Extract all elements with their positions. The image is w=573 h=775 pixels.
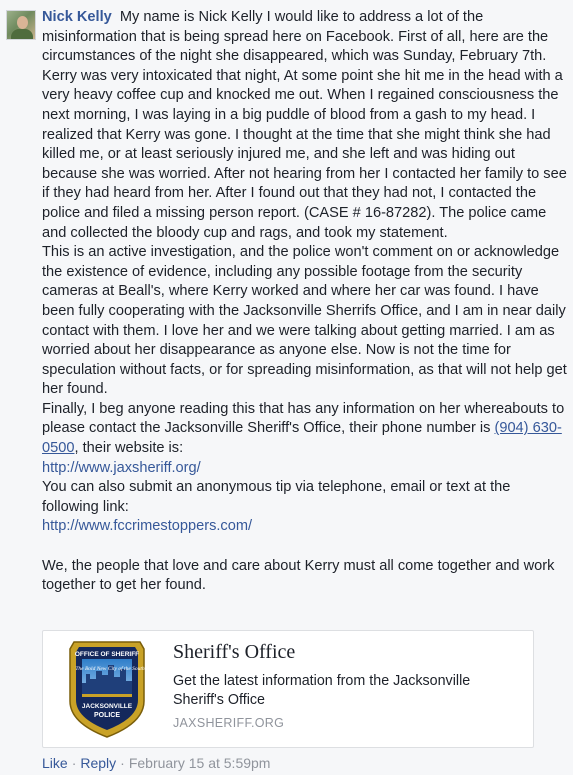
- comment-paragraph-2: This is an active investigation, and the police won't comment on or acknowledge the existence of evidence, including any possible footage from the security cameras at Beall's, where Kerry worked and where her car was found. I have been fully cooperating with the Jacksonville Sherrifs Office, and I am in near daily contact with them. I love her and we were talking about getting married. I am as worried about her disappearance as anyone else. Now is not the time for speculation without facts, or for spreading misinformation, as that will not help get her found.: [42, 244, 567, 398]
- link-preview-card[interactable]: [42, 630, 534, 748]
- badge-bottom-text-1: JACKSONVILLE: [81, 703, 133, 710]
- card-title[interactable]: Sheriff's Office: [173, 641, 296, 663]
- sheriff-badge-logo: [52, 639, 162, 739]
- timestamp[interactable]: February 15 at 5:59pm: [128, 755, 271, 771]
- badge-top-text: OFFICE OF SHERIFF: [74, 651, 140, 658]
- comment-closing: We, the people that love and care about Kerry must all come together and work together to get her found.: [42, 557, 555, 594]
- paragraph-spacer: [42, 537, 568, 557]
- comment-text-1: My name is Nick Kelly I would like to address a lot of the misinformation that is being spread here on Facebook. First of all, here are the circumstances of the night she disappeared, which was Sunday, February 7th. Kerry was very intoxicated that night, At some point she hit me in the head with a very heavy coffee cup and knocked me out. When I regained consciousness the next morning, I was laying in a big puddle of blood from a gash to my head. I realized that Kerry was gone. I thought at the time that she might think she had killed me, or at least seriously injured me, and she left and was hiding out because she was worried. After not hearing from her I contacted her family to see if they had heard from her. After I found out that they had not, I contacted the police and filed a missing person report. (CASE # 16-87282). The police came and collected the bloody cup and rags, and took my statement.: [42, 9, 567, 241]
- card-description: Get the latest information from the Jacksonville Sheriff's Office: [173, 673, 471, 708]
- avatar-face: [17, 16, 28, 29]
- badge-script-text: The Bold New City of the South: [75, 666, 145, 672]
- comment-paragraph-3: [42, 400, 568, 459]
- phone-link[interactable]: (904) 630-0500: [42, 420, 562, 457]
- badge-bottom-text-2: POLICE: [93, 712, 121, 719]
- avatar-shirt: [11, 29, 33, 40]
- like-button[interactable]: Like: [42, 755, 68, 771]
- separator: ·: [120, 755, 125, 771]
- comment-actions: [42, 755, 270, 771]
- comment-paragraph-5: You can also submit an anonymous tip via telephone, email or text at the following link:: [42, 479, 511, 515]
- comment-body: [42, 8, 568, 596]
- comment-paragraph-6: [42, 517, 568, 537]
- jaxsheriff-link[interactable]: http://www.jaxsheriff.org/: [42, 459, 201, 476]
- avatar[interactable]: [6, 10, 36, 40]
- comment-paragraph-1: [42, 8, 568, 243]
- crimestoppers-link[interactable]: http://www.fccrimestoppers.com/: [42, 518, 253, 535]
- card-domain: JAXSHERIFF.ORG: [173, 716, 285, 730]
- reply-button[interactable]: Reply: [80, 755, 117, 771]
- contact-text: Finally, I beg anyone reading this that has any information on her whereabouts to please contact the Jacksonville Sheriff's Office, their phone number is: [42, 400, 565, 437]
- website-intro: , their website is:: [74, 440, 184, 457]
- separator: ·: [71, 755, 77, 771]
- comment-paragraph-4: [42, 459, 568, 479]
- author-name[interactable]: Nick Kelly: [42, 9, 112, 25]
- sheriff-badge-icon: [52, 639, 162, 739]
